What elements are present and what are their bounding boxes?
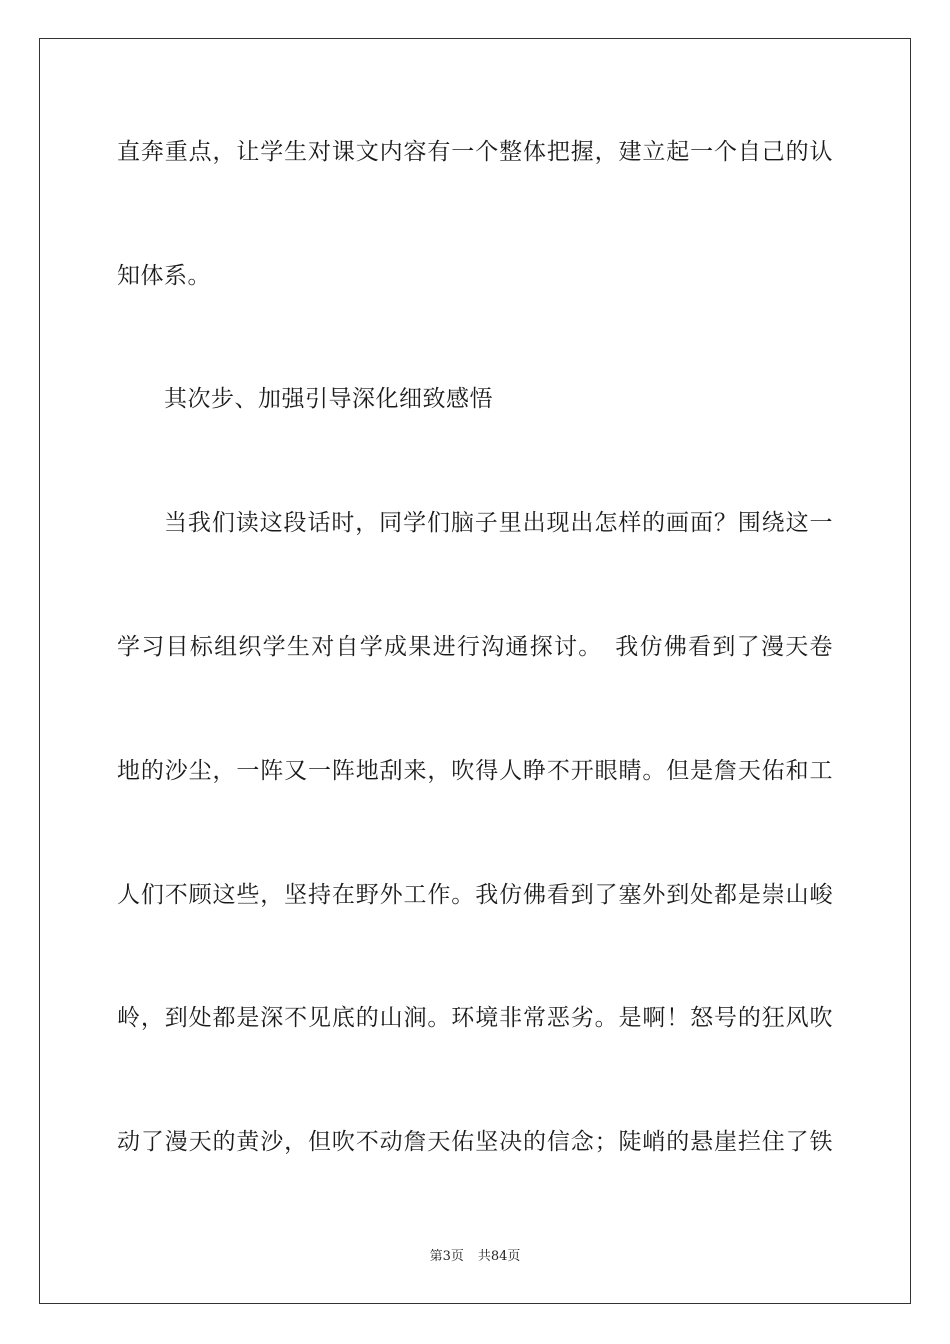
page-total: 共84页 bbox=[477, 1249, 521, 1264]
body-line-8: 岭，到处都是深不见底的山涧。环境非常恶劣。是啊！怒号的狂风吹 bbox=[117, 1005, 833, 1031]
body-line-4: 当我们读这段话时，同学们脑子里出现出怎样的画面？围绕这一 bbox=[164, 510, 833, 536]
body-line-6: 地的沙尘，一阵又一阵地刮来，吹得人睁不开眼睛。但是詹天佑和工 bbox=[117, 758, 833, 784]
page-border bbox=[39, 38, 911, 1304]
body-line-9: 动了漫天的黄沙，但吹不动詹天佑坚决的信念；陡峭的悬崖拦住了铁 bbox=[117, 1129, 833, 1155]
page-footer bbox=[0, 1248, 950, 1266]
body-line-7: 人们不顾这些，坚持在野外工作。我仿佛看到了塞外到处都是崇山峻 bbox=[117, 882, 833, 908]
body-line-2: 知体系。 bbox=[117, 263, 211, 289]
section-heading: 其次步、加强引导深化细致感悟 bbox=[164, 386, 493, 412]
body-line-1: 直奔重点，让学生对课文内容有一个整体把握，建立起一个自己的认 bbox=[117, 139, 833, 165]
page-number: 第3页 bbox=[429, 1249, 464, 1264]
body-line-5: 学习目标组织学生对自学成果进行沟通探讨。 我仿佛看到了漫天卷 bbox=[117, 634, 833, 660]
